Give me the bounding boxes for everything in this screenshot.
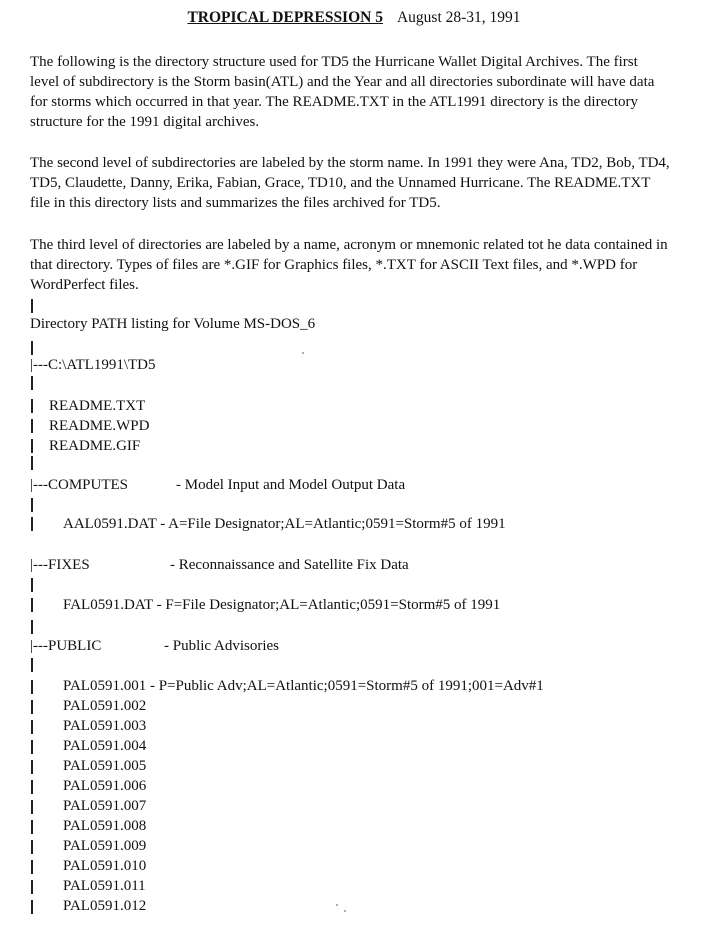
tree-bar — [31, 658, 33, 672]
fixes-description: - Reconnaissance and Satellite Fix Data — [170, 557, 409, 573]
public-file: PAL0591.007 — [63, 798, 147, 814]
root-file: README.TXT — [49, 398, 146, 414]
computes-description: - Model Input and Model Output Data — [176, 477, 406, 493]
fixes-directory: |---FIXES — [30, 557, 90, 573]
public-file: PAL0591.010 — [63, 858, 147, 874]
tree-bar — [31, 780, 33, 794]
tree-bar — [31, 620, 33, 634]
tree-bar — [31, 740, 33, 754]
public-file: PAL0591.003 — [63, 718, 147, 734]
tree-bar — [31, 456, 33, 470]
tree-bar — [31, 399, 33, 413]
public-file: PAL0591.008 — [63, 818, 147, 834]
tree-bar — [31, 700, 33, 714]
tree-bar — [31, 900, 33, 914]
paragraph-3: The third level of directories are labeled by a name, acronym or mnemonic related tot he data contained in that directory. Types of files are *.GIF for Graphics files, *.TXT for ASCII Text files, and *.WPD for WordPerfect files. — [30, 237, 668, 293]
tree-bar — [31, 840, 33, 854]
public-file: PAL0591.001 - P=Public Adv;AL=Atlantic;0591=Storm#5 of 1991;001=Adv#1 — [63, 678, 544, 694]
public-file: PAL0591.009 — [63, 838, 147, 854]
computes-directory: |---COMPUTES — [30, 477, 129, 493]
paragraph-2: The second level of subdirectories are labeled by the storm name. In 1991 they were Ana, TD2, Bob, TD4, TD5, Claudette, Danny, Erika, Fabian, Grace, TD10, and the Unnamed Hurricane. The README.TXT file in this directory lists and summarizes the files archived for TD5. — [30, 155, 670, 211]
tree-bar — [31, 299, 33, 313]
title-main: TROPICAL DEPRESSION 5 — [187, 9, 383, 26]
tree-bar — [31, 517, 33, 531]
paragraph-1: The following is the directory structure used for TD5 the Hurricane Wallet Digital Archives. The first level of subdirectory is the Storm basin(ATL) and the Year and all directories subordinate will have data for storms which occurred in that year. The README.TXT in the ATL1991 directory is the directory structure for the 1991 digital archives. — [30, 54, 655, 130]
tree-bar — [31, 498, 33, 512]
title-dates: August 28-31, 1991 — [396, 9, 521, 26]
public-description: - Public Advisories — [164, 638, 279, 654]
root-directory: |---C:\ATL1991\TD5 — [30, 357, 156, 373]
tree-bar — [31, 578, 33, 592]
tree-bar — [31, 760, 33, 774]
public-directory: |---PUBLIC — [30, 638, 102, 654]
tree-bar — [31, 800, 33, 814]
public-file: PAL0591.002 — [63, 698, 147, 714]
tree-bar — [31, 598, 33, 612]
public-file: PAL0591.005 — [63, 758, 147, 774]
tree-bar — [31, 341, 33, 355]
tree-bar — [31, 880, 33, 894]
tree-bar — [31, 820, 33, 834]
listing-header: Directory PATH listing for Volume MS-DOS_6 — [30, 316, 316, 332]
public-file: PAL0591.011 — [63, 878, 146, 894]
root-file: README.GIF — [49, 438, 141, 454]
root-file: README.WPD — [49, 418, 150, 434]
public-file: PAL0591.004 — [63, 738, 147, 754]
tree-bar — [31, 419, 33, 433]
scan-speck — [302, 352, 304, 354]
tree-bar — [31, 860, 33, 874]
document-title — [0, 9, 708, 27]
scan-speck — [336, 904, 338, 906]
tree-bar — [31, 376, 33, 390]
computes-file: AAL0591.DAT - A=File Designator;AL=Atlantic;0591=Storm#5 of 1991 — [63, 516, 506, 532]
public-file: PAL0591.012 — [63, 898, 147, 914]
tree-bar — [31, 439, 33, 453]
tree-bar — [31, 680, 33, 694]
scan-speck — [344, 910, 346, 912]
public-file: PAL0591.006 — [63, 778, 147, 794]
tree-bar — [31, 720, 33, 734]
fixes-file: FAL0591.DAT - F=File Designator;AL=Atlantic;0591=Storm#5 of 1991 — [63, 597, 501, 613]
